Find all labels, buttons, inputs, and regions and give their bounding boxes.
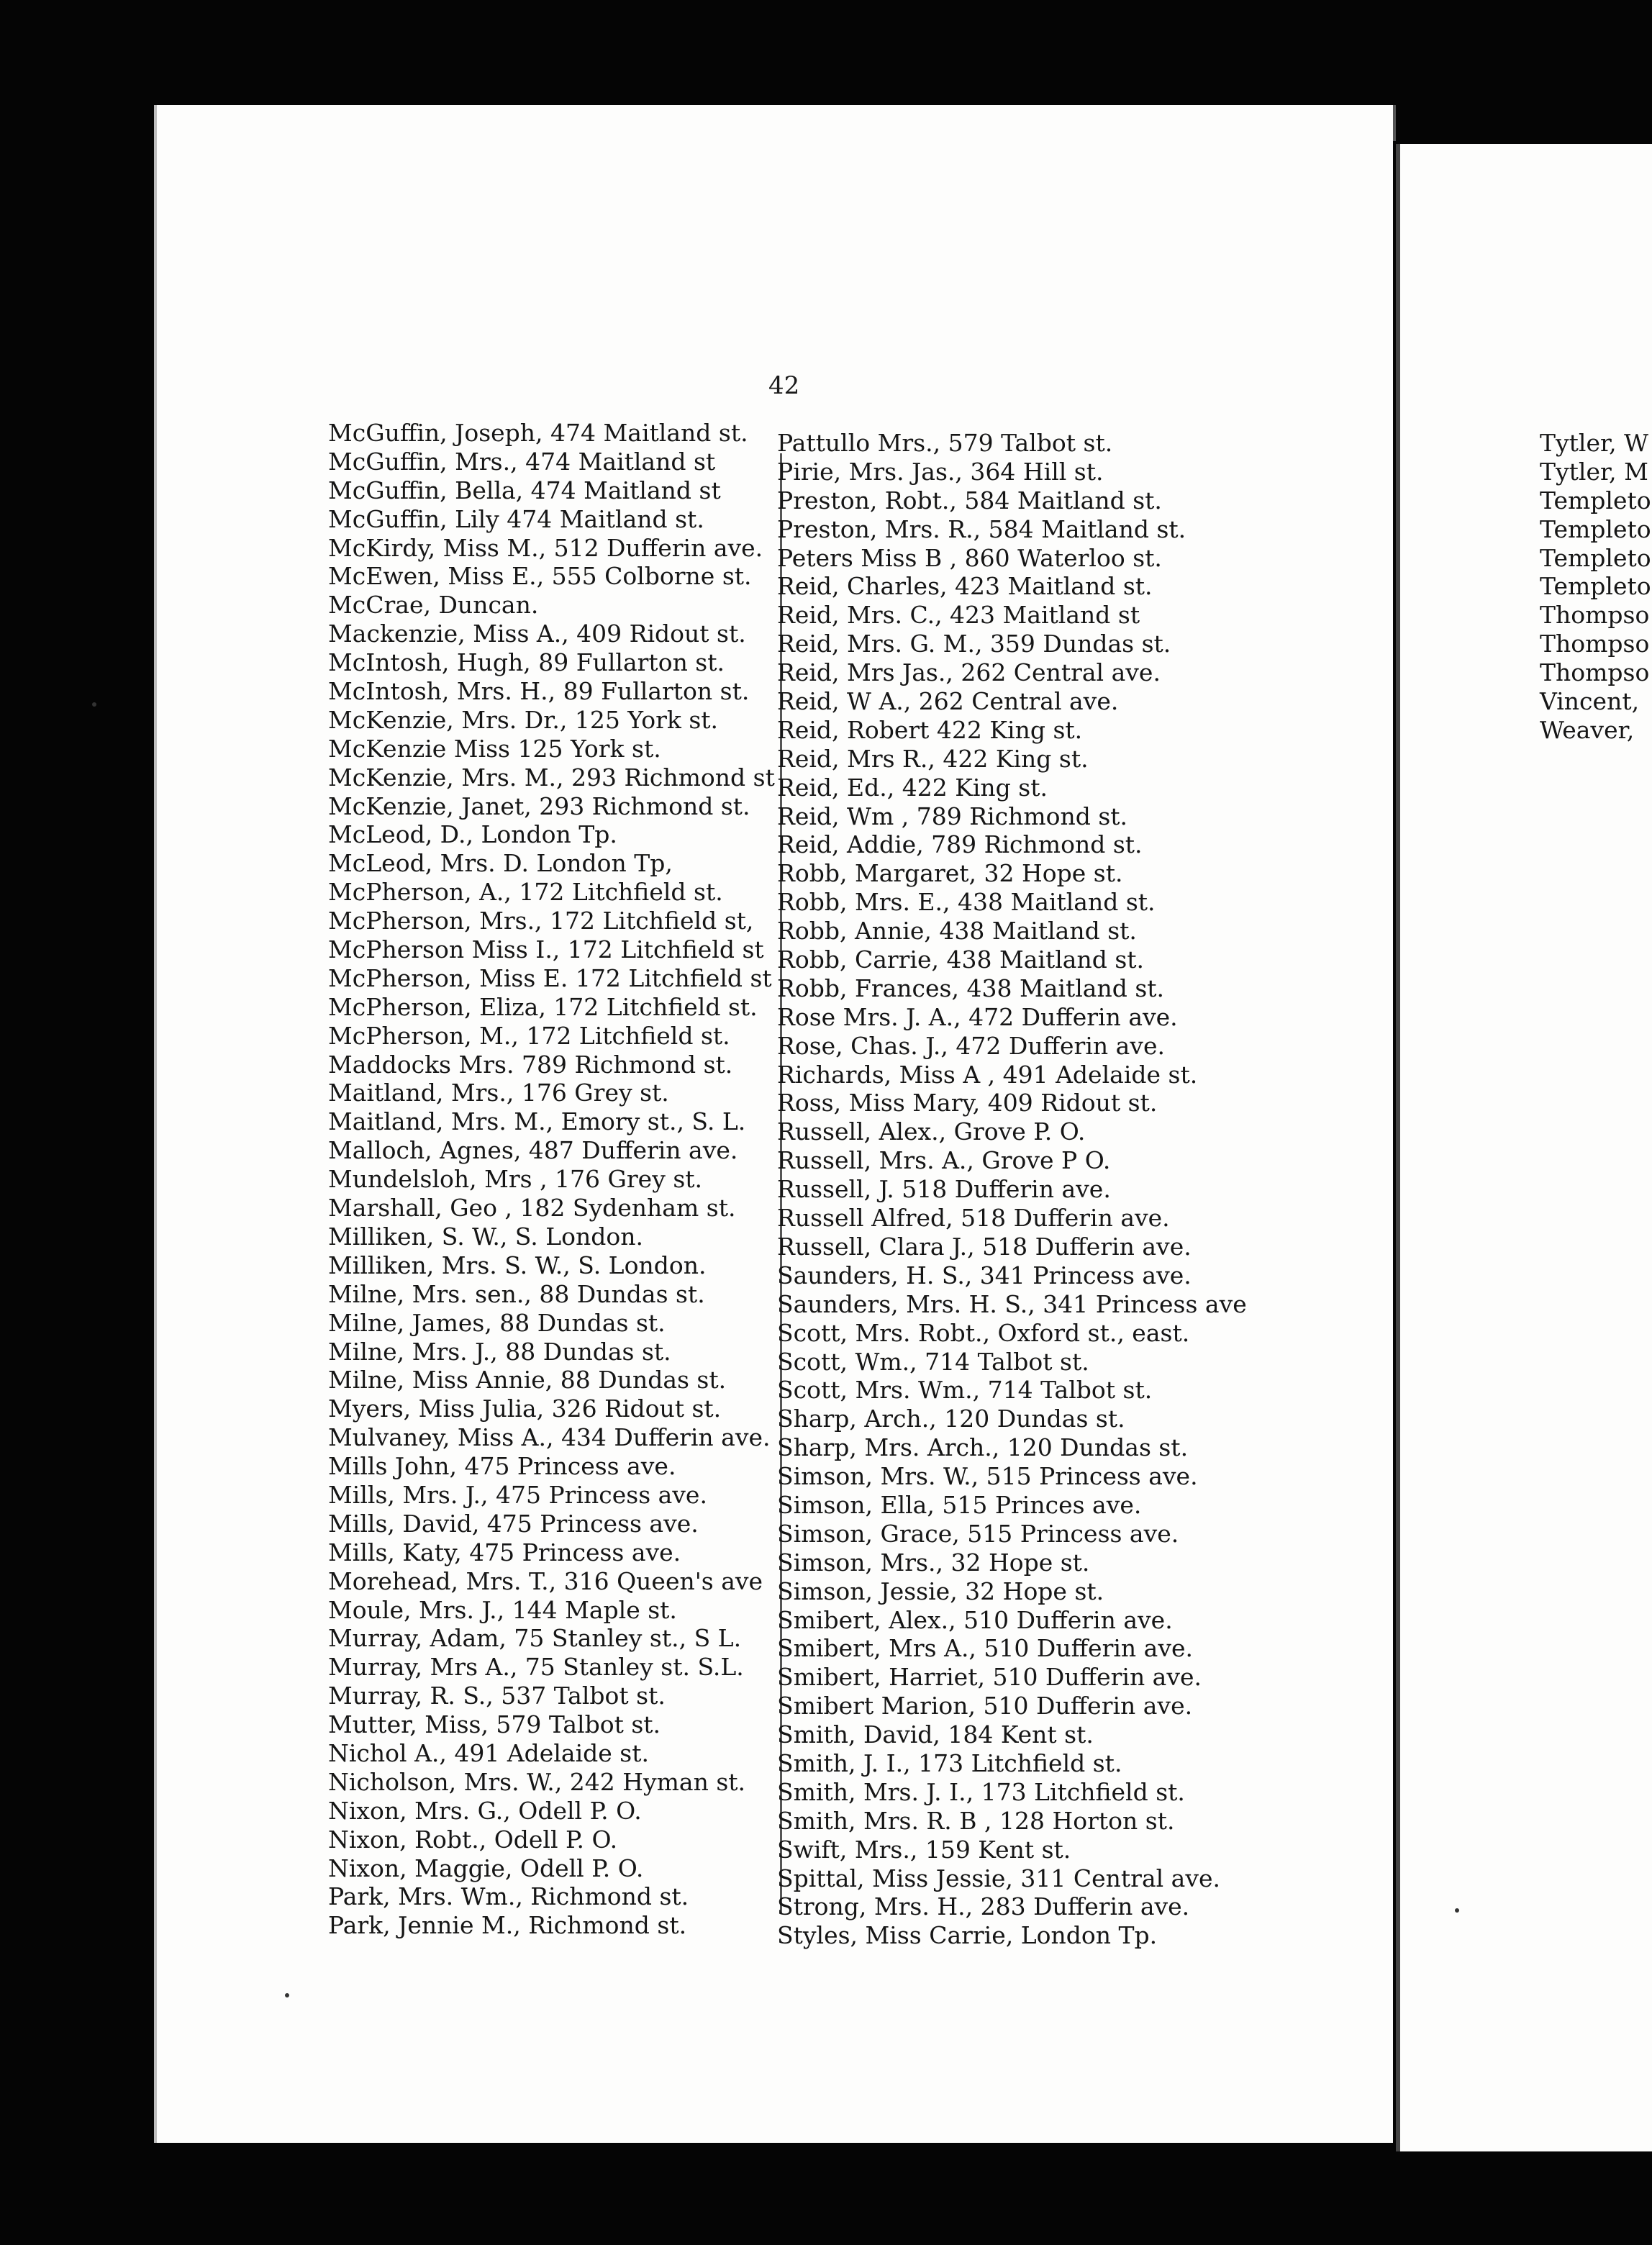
left-column [328,419,775,1940]
directory-entry: Mills John, 475 Princess ave. [328,1452,676,1481]
directory-entry: McIntosh, Hugh, 89 Fullarton st. [328,648,725,677]
directory-entry: Smith, Mrs. R. B , 128 Horton st. [777,1806,1175,1835]
directory-entry: Smith, J. I., 173 Litchfield st. [777,1749,1122,1777]
directory-entry: McPherson, Miss E. 172 Litchfield st [328,963,772,992]
directory-entry: Smibert, Harriet, 510 Dufferin ave. [777,1663,1202,1692]
directory-entry: Park, Jennie M., Richmond st. [328,1911,687,1940]
directory-entry: Milne, Miss Annie, 88 Dundas st. [328,1366,727,1394]
directory-entry: Rose, Chas. J., 472 Dufferin ave. [777,1031,1165,1060]
directory-entry: McKenzie Miss 125 York st. [328,734,661,763]
directory-entry: McKirdy, Miss M., 512 Dufferin ave. [328,533,763,562]
directory-entry: Mundelsloh, Mrs , 176 Grey st. [328,1165,703,1194]
directory-entry: McLeod, D., London Tp. [328,820,617,849]
directory-entry: Mutter, Miss, 579 Talbot st. [328,1710,661,1739]
directory-entry: Smibert, Alex., 510 Dufferin ave. [777,1605,1173,1634]
directory-entry: Pirie, Mrs. Jas., 364 Hill st. [777,457,1104,486]
directory-entry: Reid, Addie, 789 Richmond st. [777,830,1143,859]
facing-page-entry: Thompso [1540,658,1650,687]
directory-entry: Morehead, Mrs. T., 316 Queen's ave [328,1566,763,1595]
directory-entry: Robb, Carrie, 438 Maitland st. [777,945,1145,974]
facing-page-entry: Vincent, [1540,687,1640,716]
directory-entry: Simson, Mrs. W., 515 Princess ave. [777,1462,1198,1491]
directory-entry: Ross, Miss Mary, 409 Ridout st. [777,1089,1158,1117]
scan-speck [92,702,96,707]
directory-entry: Strong, Mrs. H., 283 Dufferin ave. [777,1892,1190,1921]
directory-entry: McCrae, Duncan. [328,591,539,620]
directory-entry: McPherson, Mrs., 172 Litchfield st, [328,907,754,935]
directory-entry: Reid, Mrs Jas., 262 Central ave. [777,658,1161,687]
directory-entry: Rose Mrs. J. A., 472 Dufferin ave. [777,1002,1178,1031]
directory-entry: Nicholson, Mrs. W., 242 Hyman st. [328,1767,746,1796]
directory-entry: Mills, Katy, 475 Princess ave. [328,1538,681,1566]
directory-entry: McKenzie, Mrs. Dr., 125 York st. [328,705,719,734]
directory-entry: Robb, Frances, 438 Maitland st. [777,974,1165,1002]
directory-entry: Swift, Mrs., 159 Kent st. [777,1835,1071,1864]
directory-entry: Simson, Jessie, 32 Hope st. [777,1577,1104,1605]
facing-page-entry: Tytler, W [1540,429,1649,457]
facing-page-entry: Tytler, M [1540,457,1648,486]
directory-entry: Mackenzie, Miss A., 409 Ridout st. [328,620,746,648]
facing-page-entry: Thompso [1540,630,1650,658]
directory-entry: Maitland, Mrs. M., Emory st., S. L. [328,1107,746,1136]
directory-entry: Smith, David, 184 Kent st. [777,1720,1094,1749]
directory-entry: Reid, Charles, 423 Maitland st. [777,572,1153,601]
directory-entry: Russell, Alex., Grove P. O. [777,1117,1086,1146]
directory-entry: McGuffin, Lily 474 Maitland st. [328,504,704,533]
directory-entry: McGuffin, Joseph, 474 Maitland st. [328,419,748,447]
directory-entry: Maddocks Mrs. 789 Richmond st. [328,1050,733,1079]
directory-entry: Milliken, Mrs. S. W., S. London. [328,1251,707,1279]
directory-entry: McIntosh, Mrs. H., 89 Fullarton st. [328,677,750,706]
directory-entry: Milne, James, 88 Dundas st. [328,1308,666,1337]
directory-entry: Mills, Mrs. J., 475 Princess ave. [328,1480,707,1509]
directory-entry: Reid, Robert 422 King st. [777,715,1083,744]
facing-page-entry: Templeto [1540,514,1651,543]
directory-entry: Milne, Mrs. J., 88 Dundas st. [328,1337,671,1366]
directory-entry: Preston, Mrs. R., 584 Maitland st. [777,514,1186,543]
directory-entry: Russell, Clara J., 518 Dufferin ave. [777,1232,1192,1261]
directory-entry: Reid, Mrs. G. M., 359 Dundas st. [777,630,1171,658]
directory-entry: McPherson, M., 172 Litchfield st. [328,1021,730,1050]
directory-entry: Robb, Annie, 438 Maitland st. [777,917,1137,945]
directory-entry: Nixon, Robt., Odell P. O. [328,1825,618,1854]
directory-entry: Pattullo Mrs., 579 Talbot st. [777,429,1113,457]
directory-entry: Robb, Margaret, 32 Hope st. [777,859,1123,888]
directory-entry: Saunders, Mrs. H. S., 341 Princess ave [777,1289,1247,1318]
directory-entry: Smibert Marion, 510 Dufferin ave. [777,1692,1193,1720]
facing-page-entry: Thompso [1540,601,1650,630]
page-number: 42 [768,371,800,400]
directory-entry: Russell Alfred, 518 Dufferin ave. [777,1204,1170,1233]
directory-entry: Sharp, Mrs. Arch., 120 Dundas st. [777,1433,1189,1462]
directory-entry: Mills, David, 475 Princess ave. [328,1509,699,1538]
directory-entry: Maitland, Mrs., 176 Grey st. [328,1079,669,1107]
directory-entry: Simson, Grace, 515 Princess ave. [777,1519,1179,1548]
facing-page-column [1540,429,1651,745]
directory-entry: Reid, Wm , 789 Richmond st. [777,802,1128,830]
directory-entry: McEwen, Miss E., 555 Colborne st. [328,562,752,591]
directory-entry: Murray, Adam, 75 Stanley st., S L. [328,1624,742,1653]
directory-entry: McGuffin, Bella, 474 Maitland st [328,476,721,504]
directory-entry: Marshall, Geo , 182 Sydenham st. [328,1194,736,1223]
directory-entry: Mulvaney, Miss A., 434 Dufferin ave. [328,1423,771,1452]
directory-entry: Styles, Miss Carrie, London Tp. [777,1921,1158,1950]
directory-entry: Russell, J. 518 Dufferin ave. [777,1175,1111,1204]
directory-entry: McLeod, Mrs. D. London Tp, [328,849,673,878]
directory-entry: Nixon, Mrs. G., Odell P. O. [328,1796,642,1825]
directory-entry: Milliken, S. W., S. London. [328,1222,643,1251]
directory-entry: Sharp, Arch., 120 Dundas st. [777,1405,1125,1433]
directory-entry: Spittal, Miss Jessie, 311 Central ave. [777,1864,1221,1892]
directory-entry: Simson, Ella, 515 Princes ave. [777,1490,1142,1519]
directory-entry: Peters Miss B , 860 Waterloo st. [777,543,1162,572]
directory-entry: Richards, Miss A , 491 Adelaide st. [777,1060,1198,1089]
directory-entry: McPherson, A., 172 Litchfield st. [328,878,723,907]
directory-entry: Russell, Mrs. A., Grove P O. [777,1146,1111,1175]
directory-entry: McKenzie, Janet, 293 Richmond st. [328,792,750,820]
directory-entry: McPherson Miss I., 172 Litchfield st [328,935,764,964]
facing-page-entry: Templeto [1540,543,1651,572]
facing-page-entry: Templeto [1540,572,1651,601]
directory-entry: McKenzie, Mrs. M., 293 Richmond st [328,763,775,792]
directory-entry: Malloch, Agnes, 487 Dufferin ave. [328,1136,738,1165]
directory-entry: Smibert, Mrs A., 510 Dufferin ave. [777,1634,1193,1663]
directory-entry: McPherson, Eliza, 172 Litchfield st. [328,992,758,1021]
directory-entry: Smith, Mrs. J. I., 173 Litchfield st. [777,1777,1185,1806]
directory-entry: Preston, Robt., 584 Maitland st. [777,486,1162,514]
directory-entry: Reid, Ed., 422 King st. [777,773,1048,802]
directory-entry: Myers, Miss Julia, 326 Ridout st. [328,1394,722,1423]
directory-entry: Reid, Mrs. C., 423 Maitland st [777,601,1140,630]
directory-entry: Robb, Mrs. E., 438 Maitland st. [777,888,1156,917]
directory-entry: Scott, Wm., 714 Talbot st. [777,1347,1089,1376]
scan-speck [285,1993,289,1997]
directory-entry: Murray, R. S., 537 Talbot st. [328,1682,666,1710]
facing-page-entry: Weaver, [1540,715,1635,744]
directory-entry: Reid, W A., 262 Central ave. [777,687,1119,716]
directory-entry: Nixon, Maggie, Odell P. O. [328,1854,644,1882]
directory-entry: Murray, Mrs A., 75 Stanley st. S.L. [328,1653,744,1682]
directory-entry: Simson, Mrs., 32 Hope st. [777,1548,1090,1577]
middle-column [777,429,1247,1950]
directory-entry: Park, Mrs. Wm., Richmond st. [328,1882,689,1911]
directory-entry: McGuffin, Mrs., 474 Maitland st [328,447,716,476]
directory-entry: Moule, Mrs. J., 144 Maple st. [328,1595,677,1624]
directory-entry: Scott, Mrs. Robt., Oxford st., east. [777,1318,1190,1347]
directory-entry: Scott, Mrs. Wm., 714 Talbot st. [777,1376,1153,1405]
directory-entry: Saunders, H. S., 341 Princess ave. [777,1261,1192,1289]
facing-page-entry: Templeto [1540,486,1651,514]
directory-entry: Milne, Mrs. sen., 88 Dundas st. [328,1279,705,1308]
directory-entry: Reid, Mrs R., 422 King st. [777,744,1089,773]
scan-speck [1455,1908,1459,1913]
directory-entry: Nichol A., 491 Adelaide st. [328,1738,649,1767]
